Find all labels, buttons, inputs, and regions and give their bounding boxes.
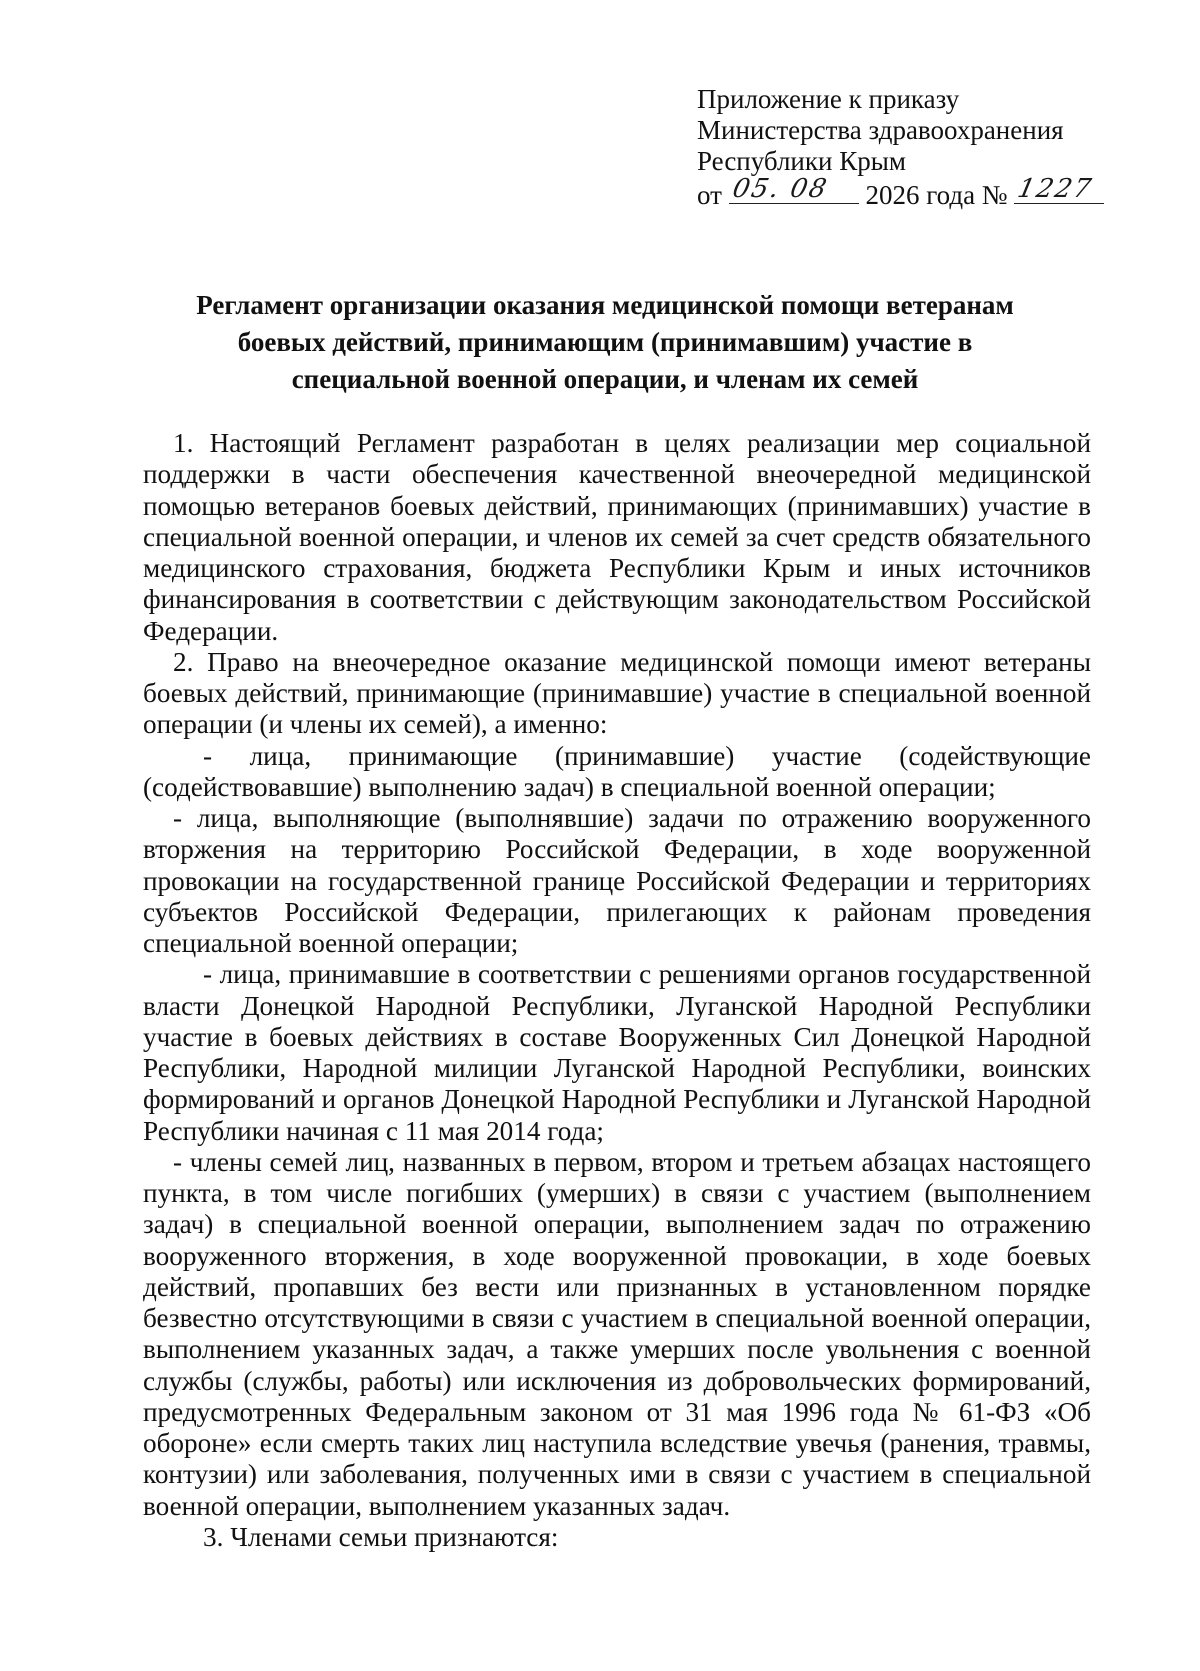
header-line-ministry: Министерства здравоохранения: [697, 115, 1064, 145]
order-appendix-header: [697, 84, 1117, 211]
header-line-republic: Республики Крым: [697, 146, 906, 176]
paragraph-2-item-4: - члены семей лиц, названных в первом, втором и третьем абзацах настоящего пункта, в том числе погибших (умерших) в связи с участием (выполнением задач) в специальной военной операции, выполнением задач по отражению вооруженного вторжения, в ходе вооруженной провокации, в ходе боевых действий, пропавших без вести или признанных в установленном порядке безвестно отсутствующими в связи с участием в специальной военной операции, выполнением указанных задач, а также умерших после увольнения с военной службы (службы, работы) или исключения из добровольческих формирований, предусмотренных Федеральным законом от 31 мая 1996 года № 61-ФЗ «Об обороне» если смерть таких лиц наступила вследствие увечья (ранения, травмы, контузии) или заболевания, полученных ими в связи с участием в специальной военной операции, выполнением указанных задач.: [143, 1146, 1091, 1521]
paragraph-3: 3. Членами семьи признаются:: [203, 1521, 559, 1552]
header-line-appendix: Приложение к приказу: [697, 84, 960, 114]
handwritten-number-field: [1014, 174, 1104, 204]
paragraph-1: 1. Настоящий Регламент разработан в целях реализации мер социальной поддержки в части обеспечения качественной внеочередной медицинской помощью ветеранов боевых действий, принимающих (принимавших) участие в специальной военной операции, и членов их семей за счет средств обязательного медицинского страхования, бюджета Республики Крым и иных источников финансирования в соответствии с действующим законодательством Российской Федерации.: [143, 428, 1091, 646]
paragraph-2-item-3: - лица, принимавшие в соответствии с решениями органов государственной власти Донецкой Народной Республики, Луганской Народной Республики участие в боевых действиях в составе Вооруженных Сил Донецкой Народной Республики, Народной милиции Луганской Народной Республики, воинских формирований и органов Донецкой Народной Республики и Луганской Народной Республики начиная с 11 мая 2014 года;: [143, 959, 1091, 1146]
title-line-2: боевых действий, принимающим (принимавшим) участие в: [237, 327, 973, 357]
title-line-1: Регламент организации оказания медицинской помощи ветеранам: [196, 290, 1014, 320]
document-body: [143, 428, 1091, 1553]
handwritten-date-field: [729, 174, 859, 204]
handwritten-date: 05. 08: [729, 174, 831, 204]
date-prefix: от: [697, 180, 722, 210]
handwritten-order-number: 1227: [1015, 174, 1096, 204]
document-title: [140, 287, 1070, 398]
paragraph-2-item-1: - лица, принимающие (принимавшие) участие (содействующие (содействовавшие) выполнению задач) в специальной военной операции;: [143, 740, 1091, 802]
title-line-3: специальной военной операции, и членам их семей: [291, 364, 919, 394]
paragraph-2-item-2: - лица, выполняющие (выполнявшие) задачи по отражению вооруженного вторжения на территорию Российской Федерации, в ходе вооруженной провокации на государственной границе Российской Федерации и территориях субъектов Российской Федерации, прилегающих к районам проведения специальной военной операции;: [143, 803, 1091, 958]
order-date-number-line: [697, 174, 1117, 211]
order-year-and-number-label: 2026 года №: [865, 180, 1008, 210]
paragraph-2: 2. Право на внеочередное оказание медицинской помощи имеют ветераны боевых действий, принимающие (принимавшие) участие в специальной военной операции (и члены их семей), а именно:: [143, 646, 1091, 740]
